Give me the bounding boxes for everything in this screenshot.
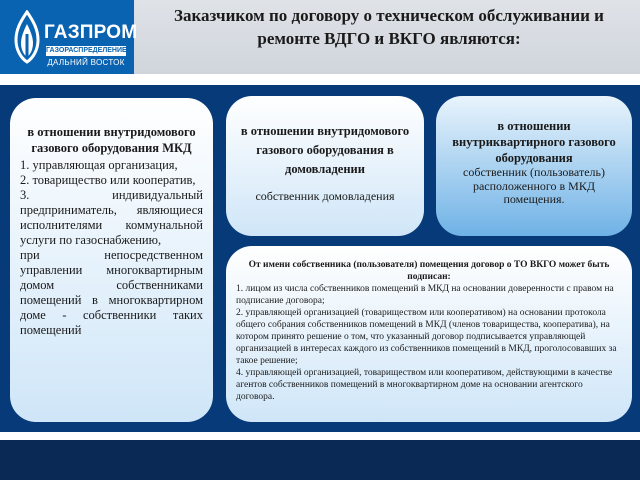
- list-item: 2. товарищество или кооператив,: [20, 173, 196, 187]
- card-signers: [226, 246, 632, 422]
- list-item: при непосредственном управлении многоквартирным домом собственниками помещений в многоквартирном доме - собственники таких помещений: [20, 248, 203, 337]
- list-item: 4. управляющей организацией, товариществом или кооперативом, действующими в качестве агентов собственников помещений в многоквартирном доме на основании агентского договора.: [236, 368, 613, 402]
- logo-subtitle: ГАЗОРАСПРЕДЕЛЕНИЕ: [46, 47, 127, 54]
- card-apartment-heading: в отношении внутриквартирного газового оборудования: [452, 119, 616, 165]
- footer-band: [0, 440, 640, 480]
- page-title: Заказчиком по договору о техническом обслуживании и ремонте ВДГО и ВКГО являются:: [174, 6, 604, 48]
- list-item: 1. управляющая организация,: [20, 158, 178, 172]
- card-signers-list: [236, 283, 622, 403]
- list-item: 2. управляющей организацией (товариществом или кооперативом) на основании протокола общего собрания собственников помещений в МКД (членов товарищества, кооператива), на котором принято решение о том, что указанный договор подписывается управляющей организацией в интересах каждого из собственников помещений в МКД, проголосовавших за такое решение;: [236, 308, 617, 366]
- card-apartment-body: собственник (пользователь) расположенного в МКД помещения.: [463, 165, 605, 206]
- list-item: 1. лицом из числа собственников помещений в МКД на основании доверенности с правом на подписание договора;: [236, 284, 614, 306]
- card-household-body: собственник домовладения: [255, 189, 395, 203]
- list-item: 3. индивидуальный предприниматель, являющиеся исполнителями коммунальной услуги по газоснабжению,: [20, 188, 203, 247]
- card-mkd: [10, 98, 213, 422]
- card-household: [226, 96, 424, 236]
- card-signers-heading: От имени собственника (пользователя) помещения договор о ТО ВКГО может быть подписан:: [248, 260, 610, 282]
- card-mkd-heading: в отношении внутридомового газового оборудования МКД: [27, 125, 196, 155]
- gazprom-flame-logo-icon: [10, 10, 44, 66]
- card-apartment: [436, 96, 632, 236]
- gazprom-logo: [0, 0, 138, 74]
- card-mkd-list: [20, 158, 203, 338]
- card-household-heading: в отношении внутридомового газового оборудования в домовладении: [240, 124, 410, 176]
- logo-region: ДАЛЬНИЙ ВОСТОК: [47, 58, 125, 67]
- logo-wordmark: ГАЗПРОМ: [44, 22, 138, 43]
